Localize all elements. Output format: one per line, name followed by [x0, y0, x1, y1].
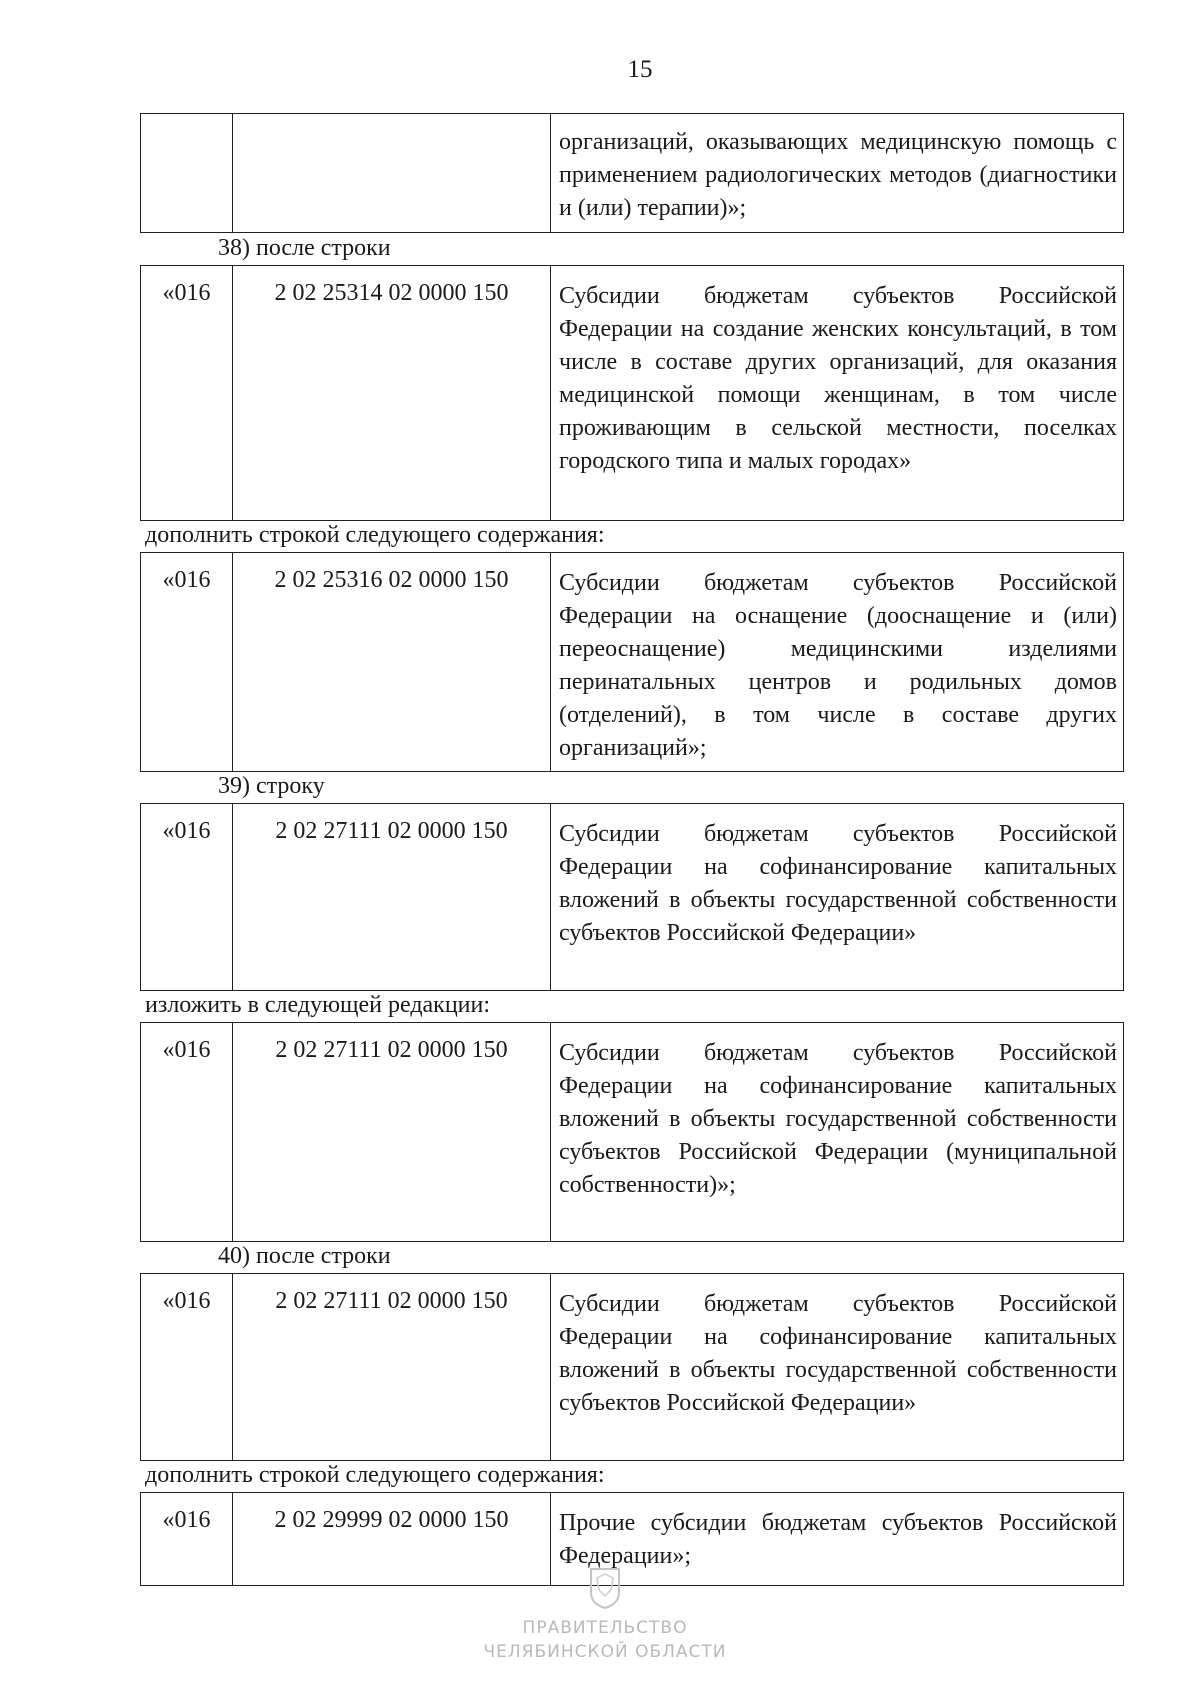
- page-number: 15: [627, 56, 653, 83]
- description-cell: Субсидии бюджетам субъектов Российской Федерации на софинансирование капитальных вложений в объекты государственной собственности субъектов Российской Федерации»: [559, 1291, 1117, 1416]
- edit-line: изложить в следующей редакции:: [145, 992, 491, 1018]
- code-admin-cell: [141, 114, 233, 232]
- table-row: [140, 265, 1124, 521]
- government-stamp: [455, 1566, 755, 1664]
- budget-code-cell: 2 02 25316 02 0000 150: [233, 553, 551, 771]
- stamp-line-2: ЧЕЛЯБИНСКОЙ ОБЛАСТИ: [483, 1642, 727, 1662]
- budget-code-cell: 2 02 27111 02 0000 150: [233, 804, 551, 990]
- item-39-intro: 39) строку: [218, 773, 325, 799]
- budget-code-cell: [233, 114, 551, 232]
- table-row: [140, 1273, 1124, 1461]
- description-cell: организаций, оказывающих медицинскую помощь с применением радиологических методов (диагностики и (или) терапии)»;: [559, 129, 1117, 221]
- code-admin-cell: «016: [141, 804, 233, 990]
- code-admin-cell: «016: [141, 1023, 233, 1241]
- code-admin-cell: «016: [141, 266, 233, 520]
- description-cell: Субсидии бюджетам субъектов Российской Федерации на создание женских консультаций, в том числе в составе других организаций, для оказания медицинской помощи женщинам, в том числе проживающим в сельской местности, поселках городского типа и малых городах»: [559, 283, 1117, 474]
- item-40-intro: 40) после строки: [218, 1243, 391, 1269]
- code-admin-cell: «016: [141, 1274, 233, 1460]
- description-cell: Субсидии бюджетам субъектов Российской Федерации на оснащение (дооснащение и (или) переоснащение) медицинскими изделиями перинатальных центров и родильных домов (отделений), в том числе в составе других организаций»;: [559, 570, 1117, 761]
- add-line: дополнить строкой следующего содержания:: [145, 1462, 605, 1488]
- description-cell: Субсидии бюджетам субъектов Российской Федерации на софинансирование капитальных вложений в объекты государственной собственности субъектов Российской Федерации (муниципальной собственности)»;: [559, 1040, 1117, 1198]
- table-row: [140, 803, 1124, 991]
- budget-code-cell: 2 02 27111 02 0000 150: [233, 1274, 551, 1460]
- table-row: [140, 552, 1124, 772]
- description-cell: Прочие субсидии бюджетам субъектов Российской Федерации»;: [559, 1510, 1117, 1569]
- code-admin-cell: «016: [141, 553, 233, 771]
- table-row: [140, 1022, 1124, 1242]
- stamp-line-1: ПРАВИТЕЛЬСТВО: [522, 1618, 688, 1638]
- add-line: дополнить строкой следующего содержания:: [145, 522, 605, 548]
- budget-code-cell: 2 02 29999 02 0000 150: [233, 1493, 551, 1585]
- budget-code-cell: 2 02 25314 02 0000 150: [233, 266, 551, 520]
- budget-code-cell: 2 02 27111 02 0000 150: [233, 1023, 551, 1241]
- description-cell: Субсидии бюджетам субъектов Российской Федерации на софинансирование капитальных вложений в объекты государственной собственности субъектов Российской Федерации»: [559, 821, 1117, 946]
- table-row: [140, 113, 1124, 233]
- item-38-intro: 38) после строки: [218, 235, 391, 261]
- coat-of-arms-icon: [588, 1566, 622, 1610]
- code-admin-cell: «016: [141, 1493, 233, 1585]
